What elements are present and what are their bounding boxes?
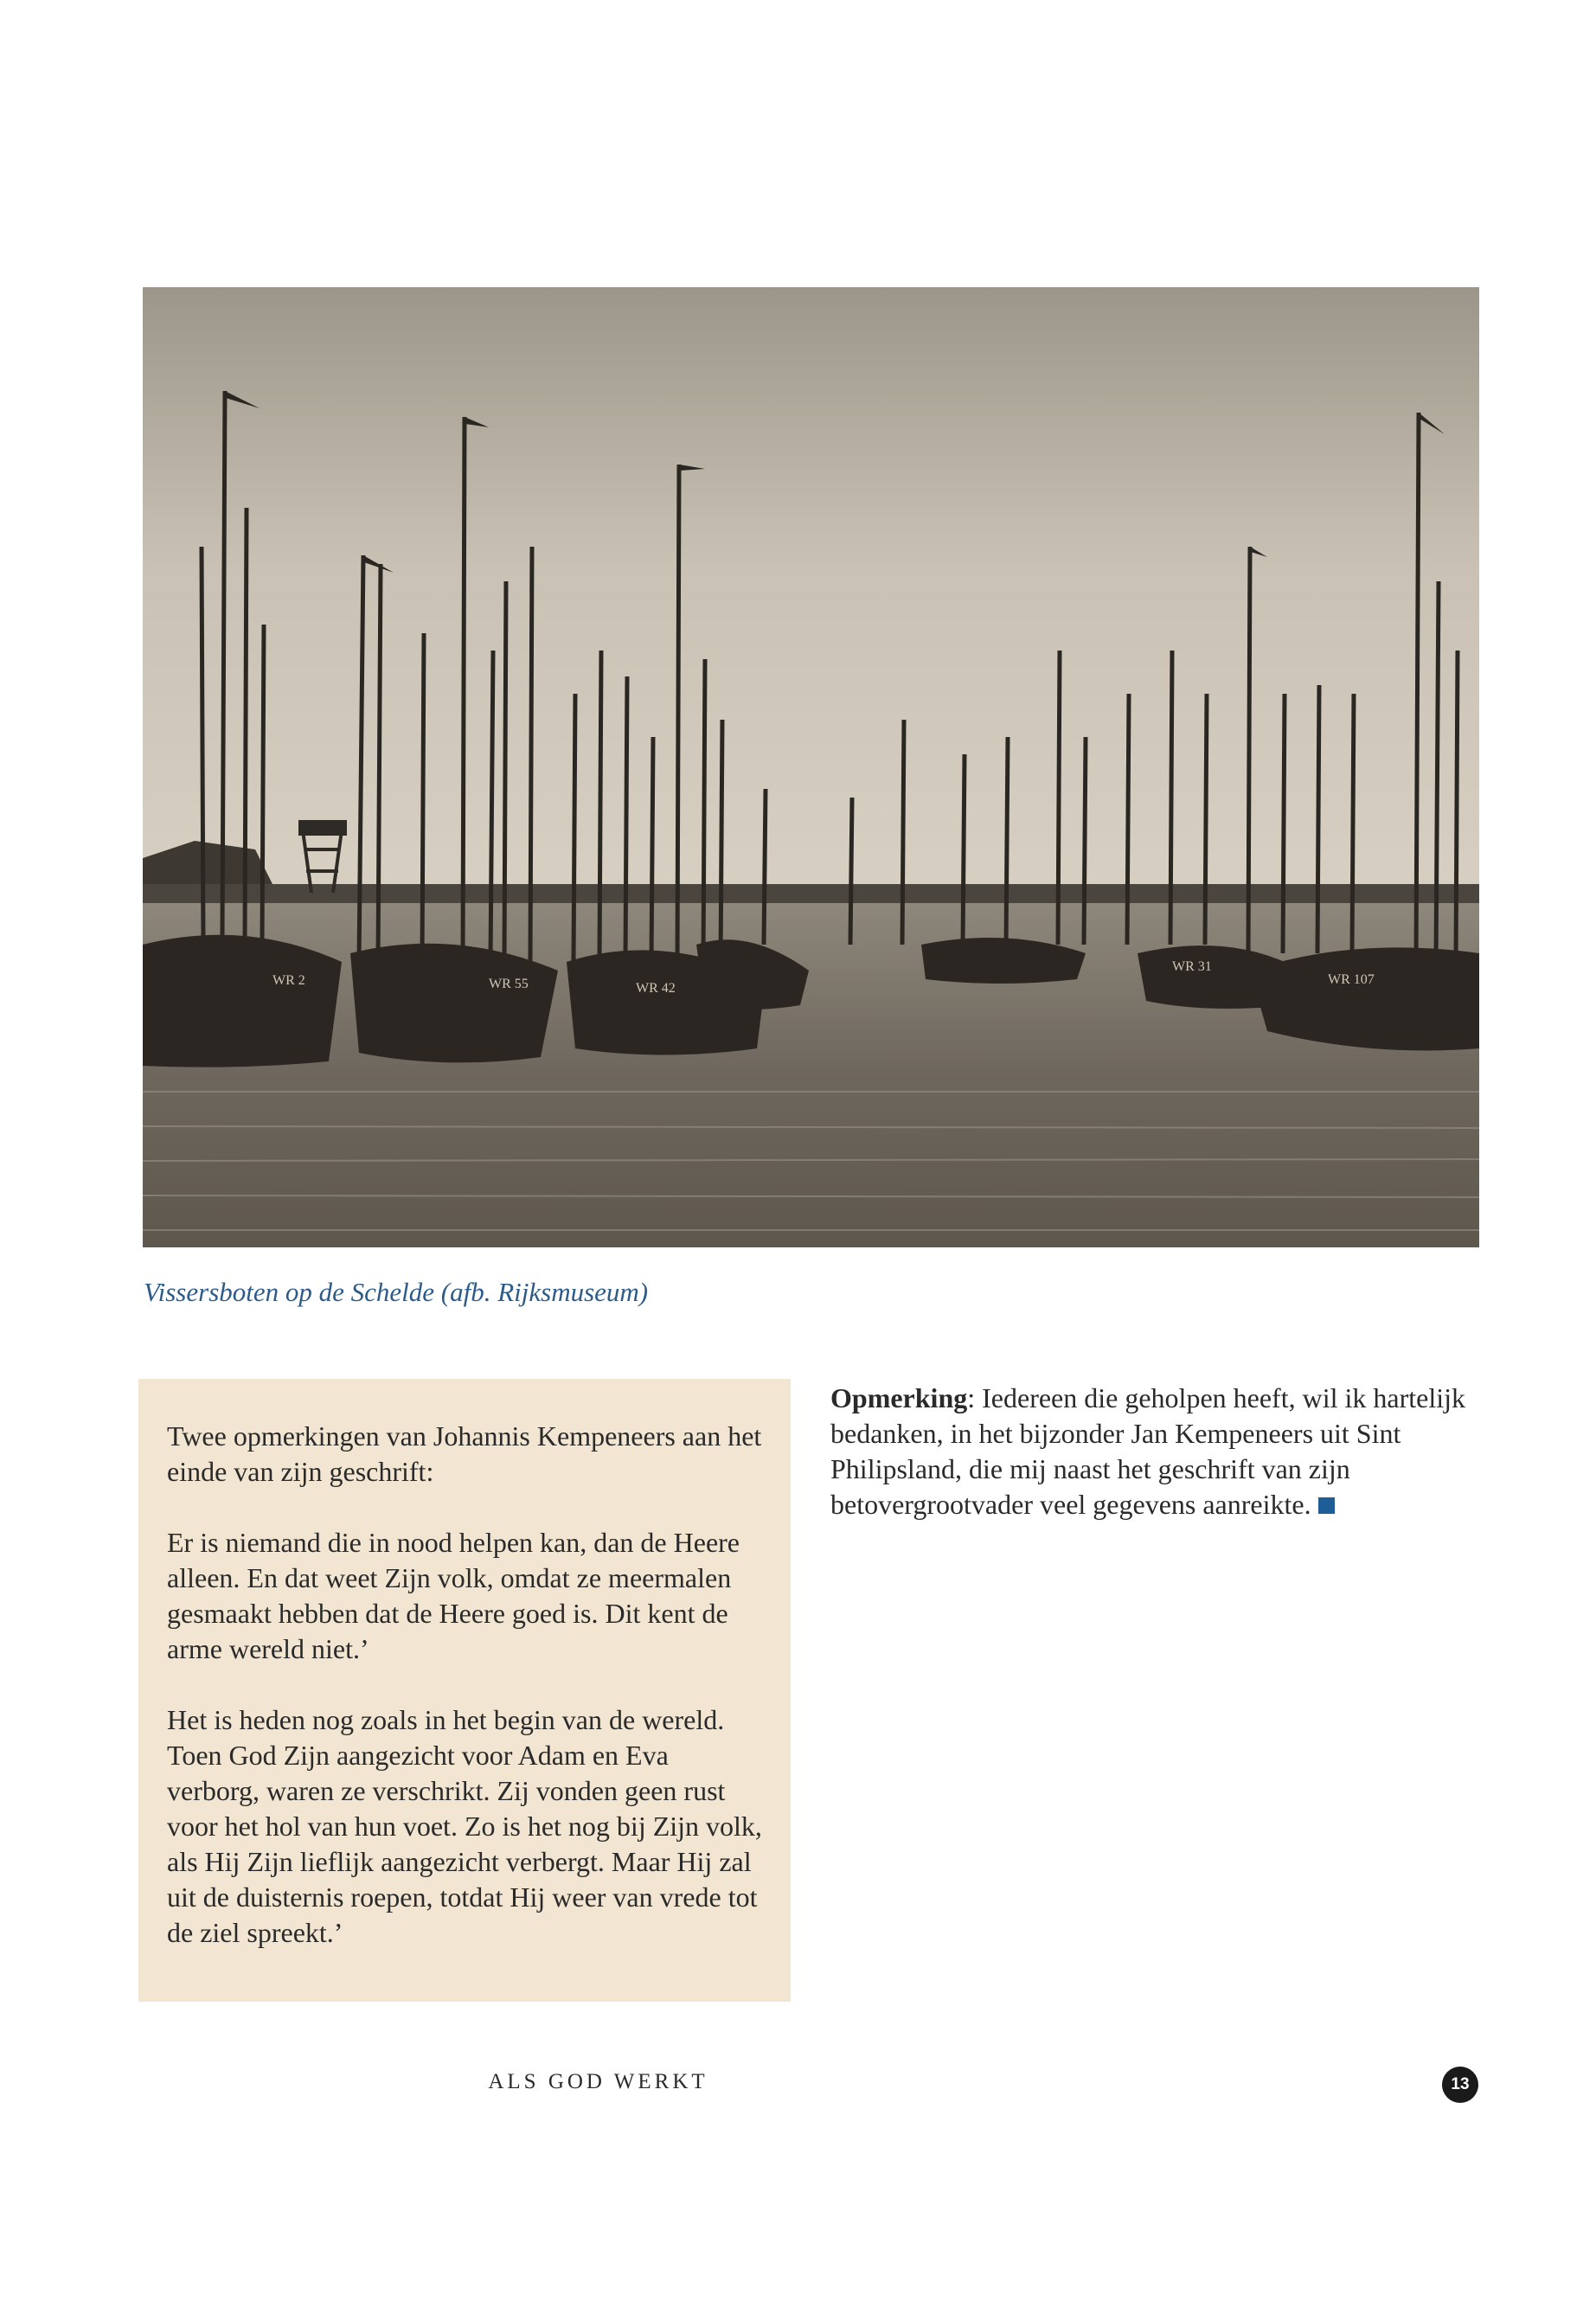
end-of-article-mark <box>1318 1497 1335 1514</box>
page-number: 13 <box>1442 2067 1478 2103</box>
hull-mark-5: WR 31 <box>1172 959 1212 974</box>
quote-paragraph-1: Er is niemand die in nood helpen kan, dan de Heere alleen. En dat weet Zijn volk, omdat ze meermalen gesmaakt hebben dat de Heere goed is. Dit kent de arme wereld niet.’ <box>167 1527 740 1664</box>
hull-mark-3: WR 55 <box>489 977 529 991</box>
water <box>143 897 1479 1247</box>
remark-text: : Iedereen die geholpen heeft, wil ik hartelijk bedanken, in het bijzonder Jan Kempeneers uit Sint Philipsland, die mij naast het geschrift van zijn betovergrootvader veel gegevens aanreikte. <box>830 1382 1465 1520</box>
quote-paragraph-2: Het is heden nog zoals in het begin van de wereld. Toen God Zijn aangezicht voor Adam en Eva verborg, waren ze verschrikt. Zij vonden geen rust voor het hol van hun voet. Zo is het nog bij Zijn volk, als Hij Zijn lieflijk aangezicht verbergt. Maar Hij zal uit de duisternis roepen, totdat Hij weer van vrede tot de ziel spreekt.’ <box>167 1704 762 1948</box>
quote-intro: Twee opmerkingen van Johannis Kempeneers aan het einde van zijn geschrift: <box>167 1420 762 1487</box>
hulls-left <box>143 935 809 1067</box>
hull-mark-4: WR 42 <box>636 981 676 996</box>
running-footer-title: ALS GOD WERKT <box>488 2070 708 2093</box>
shoreline <box>143 884 1479 903</box>
closing-remark <box>830 1381 1471 1522</box>
historic-photo-fishing-boats <box>143 287 1479 1247</box>
photo-illustration <box>143 287 1479 1247</box>
photo-caption: Vissersboten op de Schelde (afb. Rijksmuseum) <box>144 1277 649 1307</box>
remark-label: Opmerking <box>830 1382 968 1413</box>
hull-mark-2: WR 2 <box>272 973 305 988</box>
hull-mark-1: WR 107 <box>1328 972 1375 987</box>
quote-box <box>138 1379 791 2002</box>
sky <box>143 287 1479 910</box>
